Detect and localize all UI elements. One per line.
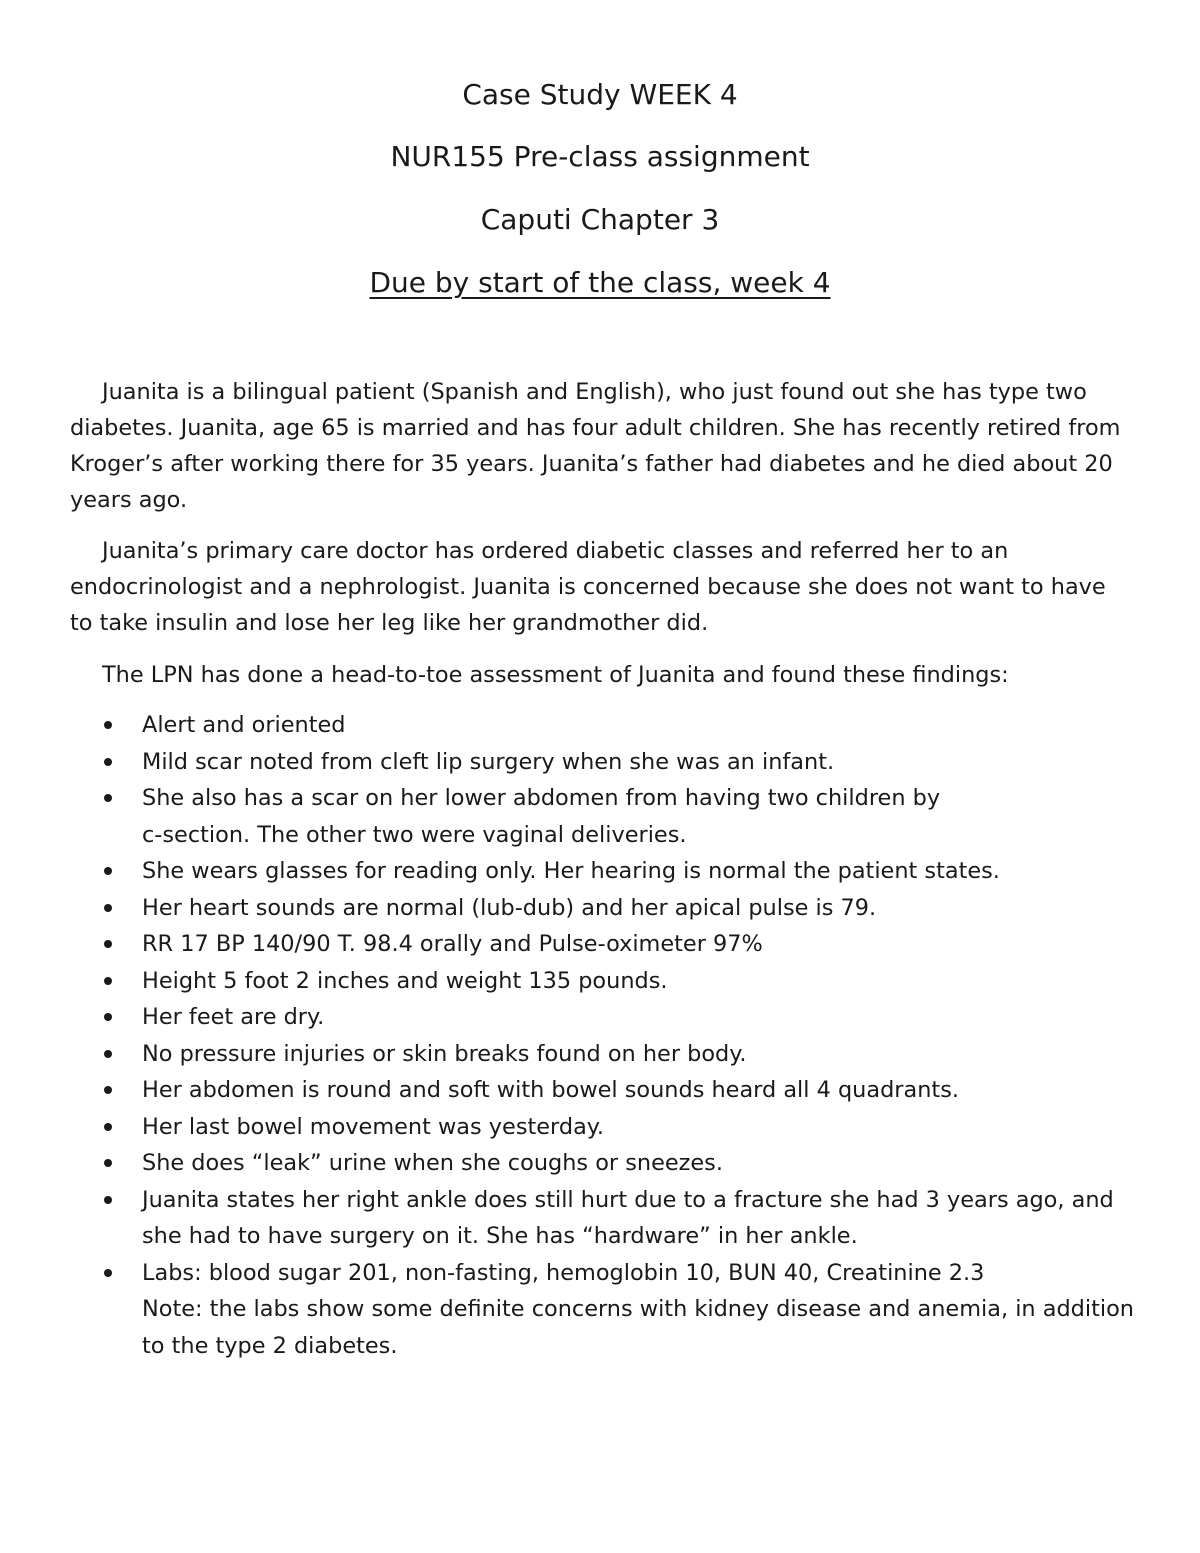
list-item <box>100 853 1150 890</box>
chapter-heading: Caputi Chapter 3 <box>480 203 720 236</box>
list-item-text: Note: the labs show some definite concerns with kidney disease and anemia, in addition <box>142 1296 1134 1322</box>
findings-list <box>100 707 1150 1364</box>
list-item <box>100 963 1150 1000</box>
bullet-icon <box>104 794 112 802</box>
list-item <box>100 1036 1150 1073</box>
list-item <box>100 744 1150 781</box>
list-item <box>100 1182 1150 1255</box>
list-item-text: Alert and oriented <box>142 712 346 738</box>
bullet-icon <box>104 904 112 912</box>
document-title: Case Study WEEK 4 <box>462 78 738 111</box>
paragraph-line: endocrinologist and a nephrologist. Juanita is concerned because she does not want to have <box>70 574 1106 600</box>
list-item-text: She does “leak” urine when she coughs or sneezes. <box>142 1150 723 1176</box>
bullet-icon <box>104 867 112 875</box>
bullet-icon <box>104 1086 112 1094</box>
paragraph-line: diabetes. Juanita, age 65 is married and has four adult children. She has recently retired from <box>70 415 1121 441</box>
list-item <box>100 890 1150 927</box>
list-item-text: Her last bowel movement was yesterday. <box>142 1113 604 1140</box>
bullet-icon <box>104 1196 112 1204</box>
bullet-icon <box>104 1123 112 1131</box>
due-date-heading: Due by start of the class, week 4 <box>369 266 831 299</box>
assessment-intro <box>70 657 1130 693</box>
list-item <box>100 1145 1150 1182</box>
bullet-icon <box>104 1013 112 1021</box>
list-item-text: Juanita states her right ankle does still hurt due to a fracture she had 3 years ago, and <box>142 1186 1114 1213</box>
list-item-text: Height 5 foot 2 inches and weight 135 pounds. <box>142 967 668 994</box>
list-item-text: Labs: blood sugar 201, non-fasting, hemoglobin 10, BUN 40, Creatinine 2.3 <box>142 1259 985 1286</box>
list-item-text: Her heart sounds are normal (lub-dub) and her apical pulse is 79. <box>142 894 877 921</box>
paragraph-line: Juanita is a bilingual patient (Spanish and English), who just found out she has type two <box>102 379 1087 405</box>
referral-paragraph <box>70 533 1130 641</box>
list-item-text: Her feet are dry. <box>142 1004 325 1030</box>
list-item-text: RR 17 BP 140/90 T. 98.4 orally and Pulse-oximeter 97% <box>142 931 763 957</box>
list-item <box>100 999 1150 1036</box>
list-item-text: She also has a scar on her lower abdomen from having two children by <box>142 785 941 811</box>
list-item-text: she had to have surgery on it. She has “hardware” in her ankle. <box>142 1223 858 1249</box>
bullet-icon <box>104 977 112 985</box>
bullet-icon <box>104 1269 112 1277</box>
bullet-icon <box>104 721 112 729</box>
bullet-icon <box>104 1050 112 1058</box>
list-item <box>100 1109 1150 1146</box>
list-item-text: Her abdomen is round and soft with bowel sounds heard all 4 quadrants. <box>142 1077 959 1103</box>
list-item-text: She wears glasses for reading only. Her hearing is normal the patient states. <box>142 858 1000 884</box>
list-item <box>100 1255 1150 1365</box>
list-item-text: Mild scar noted from cleft lip surgery when she was an infant. <box>142 748 835 775</box>
paragraph-line: Juanita’s primary care doctor has ordered diabetic classes and referred her to an <box>102 538 1009 564</box>
paragraph-line: The LPN has done a head-to-toe assessment of Juanita and found these findings: <box>102 662 1009 688</box>
list-item <box>100 707 1150 744</box>
paragraph-line: years ago. <box>70 487 188 513</box>
bullet-icon <box>104 940 112 948</box>
list-item <box>100 926 1150 963</box>
bullet-icon <box>104 1159 112 1167</box>
list-item-text: No pressure injuries or skin breaks found on her body. <box>142 1040 747 1067</box>
bullet-icon <box>104 758 112 766</box>
paragraph-line: to take insulin and lose her leg like her grandmother did. <box>70 610 709 636</box>
intro-paragraph <box>70 374 1130 518</box>
list-item <box>100 780 1150 853</box>
list-item-text: to the type 2 diabetes. <box>142 1332 398 1359</box>
paragraph-line: Kroger’s after working there for 35 years. Juanita’s father had diabetes and he died about 20 <box>70 451 1113 477</box>
list-item-text: c-section. The other two were vaginal deliveries. <box>142 821 687 848</box>
list-item <box>100 1072 1150 1109</box>
course-heading: NUR155 Pre-class assignment <box>390 140 810 173</box>
